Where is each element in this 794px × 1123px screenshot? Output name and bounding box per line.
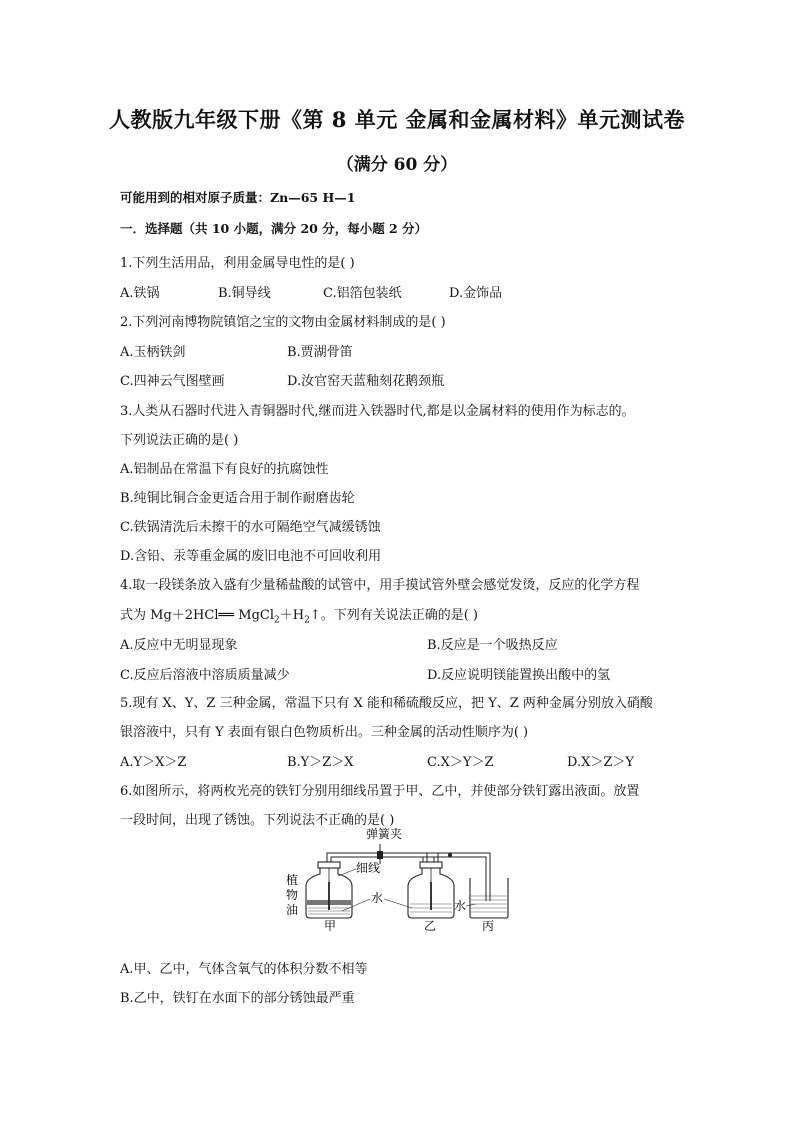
q3-option-d: D.含铅、汞等重金属的废旧电池不可回收利用 <box>120 549 382 564</box>
q4-option-a: A.反应中无明显现象 <box>120 638 238 653</box>
water-label-right: 水 <box>454 899 467 913</box>
iron-nail-rust-experiment-figure <box>280 826 520 934</box>
equation-part: ＋H <box>279 608 305 623</box>
question-5-stem-line2: 银溶液中，只有 Y 表面有银白色物质析出。三种金属的活动性顺序为( ) <box>120 725 529 740</box>
subscript: 2 <box>274 615 280 626</box>
q2-option-a: A.玉柄铁剑 <box>120 345 186 360</box>
question-1-stem: 1.下列生活用品，利用金属导电性的是( ) <box>120 256 355 271</box>
q1-option-c: C.铝箔包装纸 <box>323 286 402 301</box>
page-title: 人教版九年级下册《第 8 单元 金属和金属材料》单元测试卷 <box>108 107 686 132</box>
question-5-stem-line1: 5.现有 X、Y、Z 三种金属，常温下只有 X 能和稀硫酸反应，把 Y、Z 两种金属分别放入硝酸 <box>120 696 653 711</box>
question-3-stem-line1: 3.人类从石器时代进入青铜器时代,继而进入铁器时代,都是以金属材料的使用作为标志的。 <box>120 404 635 419</box>
q5-option-d: D.X＞Z＞Y <box>567 755 634 770</box>
question-4-stem-line1: 4.取一段镁条放入盛有少量稀盐酸的试管中，用手摸试管外壁会感觉发烫，反应的化学方程 <box>120 578 640 593</box>
q6-option-a: A.甲、乙中，气体含氧气的体积分数不相等 <box>120 962 368 977</box>
oil-label-3: 油 <box>286 903 299 917</box>
question-3-stem-line2: 下列说法正确的是( ) <box>120 433 239 448</box>
equation-part: ↑。下列有关说法正确的是( ) <box>309 608 478 623</box>
jar-jia-label: 甲 <box>324 919 337 933</box>
q2-option-c: C.四神云气图壁画 <box>120 374 225 389</box>
question-2-stem: 2.下列河南博物院镇馆之宝的文物由金属材料制成的是( ) <box>120 315 446 330</box>
atomic-mass-note: 可能用到的相对原子质量：Zn—65 H—1 <box>120 190 356 205</box>
q4-option-d: D.反应说明镁能置换出酸中的氢 <box>427 668 611 683</box>
q1-option-a: A.铁锅 <box>120 286 160 301</box>
q3-option-c: C.铁锅清洗后未擦干的水可隔绝空气减缓锈蚀 <box>120 520 381 535</box>
page-subtitle: （满分 60 分） <box>336 155 458 175</box>
section-heading: 一．选择题（共 10 小题，满分 20 分，每小题 2 分） <box>120 221 428 236</box>
spring-clip <box>377 844 452 864</box>
subscript: 2 <box>304 615 310 626</box>
jar-yi-label: 乙 <box>424 919 437 933</box>
water-lines-bing <box>471 896 507 912</box>
spring-clip-label: 弹簧夹 <box>366 827 403 841</box>
q2-option-d: D.汝官窑天蓝釉刻花鹅颈瓶 <box>287 374 445 389</box>
q5-option-c: C.X＞Y＞Z <box>427 755 494 770</box>
outlet-tube <box>427 853 490 901</box>
q5-option-a: A.Y＞X＞Z <box>120 755 187 770</box>
oil-label-1: 植 <box>286 873 299 887</box>
q4-option-c: C.反应后溶液中溶质质量减少 <box>120 668 290 683</box>
q3-option-b: B.纯铜比铜合金更适合用于制作耐磨齿轮 <box>120 491 355 506</box>
equation-part: 式为 Mg＋2HCl══ MgCl <box>120 608 275 623</box>
question-6-stem-line2: 一段时间，出现了锈蚀。下列说法不正确的是( ) <box>120 813 395 828</box>
q4-option-b: B.反应是一个吸热反应 <box>427 638 558 653</box>
beaker-bing-label: 丙 <box>482 919 495 933</box>
q5-option-b: B.Y＞Z＞X <box>287 755 354 770</box>
q1-option-b: B.铜导线 <box>218 286 271 301</box>
oil-label-2: 物 <box>286 888 299 902</box>
question-4-stem-line2 <box>120 604 478 626</box>
q2-option-b: B.贾湖骨笛 <box>287 345 353 360</box>
thread-label: 细线 <box>356 861 381 875</box>
q1-option-d: D.金饰品 <box>449 286 503 301</box>
water-label-mid: 水 <box>371 891 384 905</box>
question-6-stem-line1: 6.如图所示，将两枚光亮的铁钉分别用细线吊置于甲、乙中，并使部分铁钉露出液面。放置 <box>120 784 640 799</box>
q3-option-a: A.铝制品在常温下有良好的抗腐蚀性 <box>120 462 329 477</box>
q6-option-b: B.乙中，铁钉在水面下的部分锈蚀最严重 <box>120 991 355 1006</box>
